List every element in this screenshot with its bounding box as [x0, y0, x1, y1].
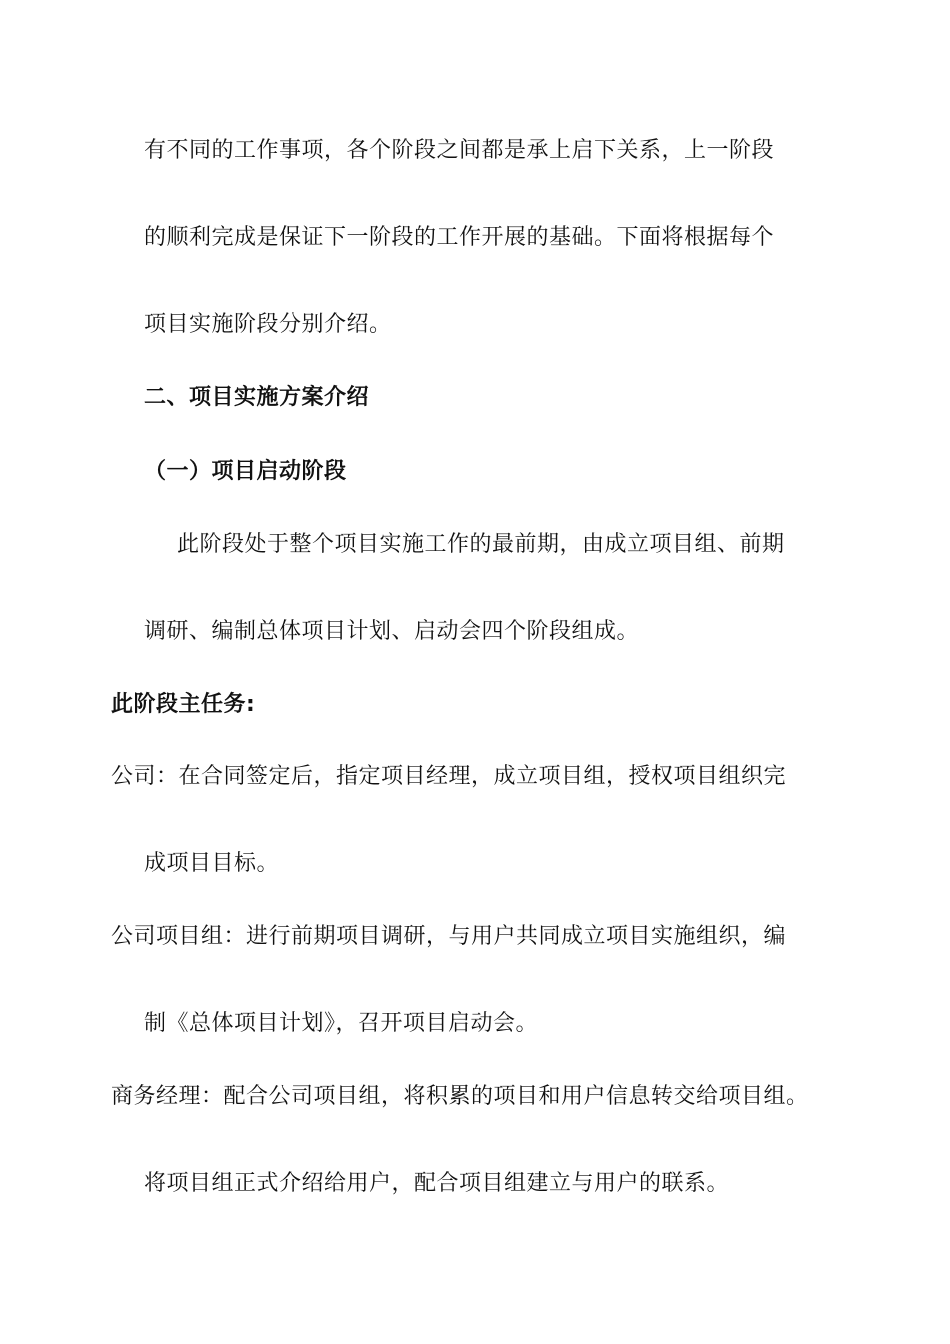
subsection-body-line: 此阶段处于整个项目实施工作的最前期，由成立项目组、前期	[177, 532, 785, 557]
subsection-heading: （一）项目启动阶段	[144, 459, 347, 484]
section-heading: 二、项目实施方案介绍	[144, 385, 370, 410]
task-item-line: 公司项目组：进行前期项目调研，与用户共同成立项目实施组织，编	[111, 924, 787, 949]
subsection-body-line: 调研、编制总体项目计划、启动会四个阶段组成。	[144, 619, 640, 644]
task-item-line: 公司：在合同签定后，指定项目经理，成立项目组，授权项目组织完	[111, 764, 787, 789]
tasks-heading: 此阶段主任务:	[111, 692, 256, 717]
task-item-line: 制《总体项目计划》，召开项目启动会。	[144, 1011, 539, 1036]
task-item-line: 将项目组正式介绍给用户，配合项目组建立与用户的联系。	[144, 1171, 730, 1196]
intro-paragraph-line: 有不同的工作事项，各个阶段之间都是承上启下关系，上一阶段	[144, 138, 775, 163]
task-item-line: 成项目目标。	[144, 851, 280, 876]
intro-paragraph-line: 的顺利完成是保证下一阶段的工作开展的基础。下面将根据每个	[144, 225, 775, 250]
intro-paragraph-line: 项目实施阶段分别介绍。	[144, 312, 392, 337]
task-item-line: 商务经理：配合公司项目组，将积累的项目和用户信息转交给项目组。	[111, 1084, 809, 1109]
